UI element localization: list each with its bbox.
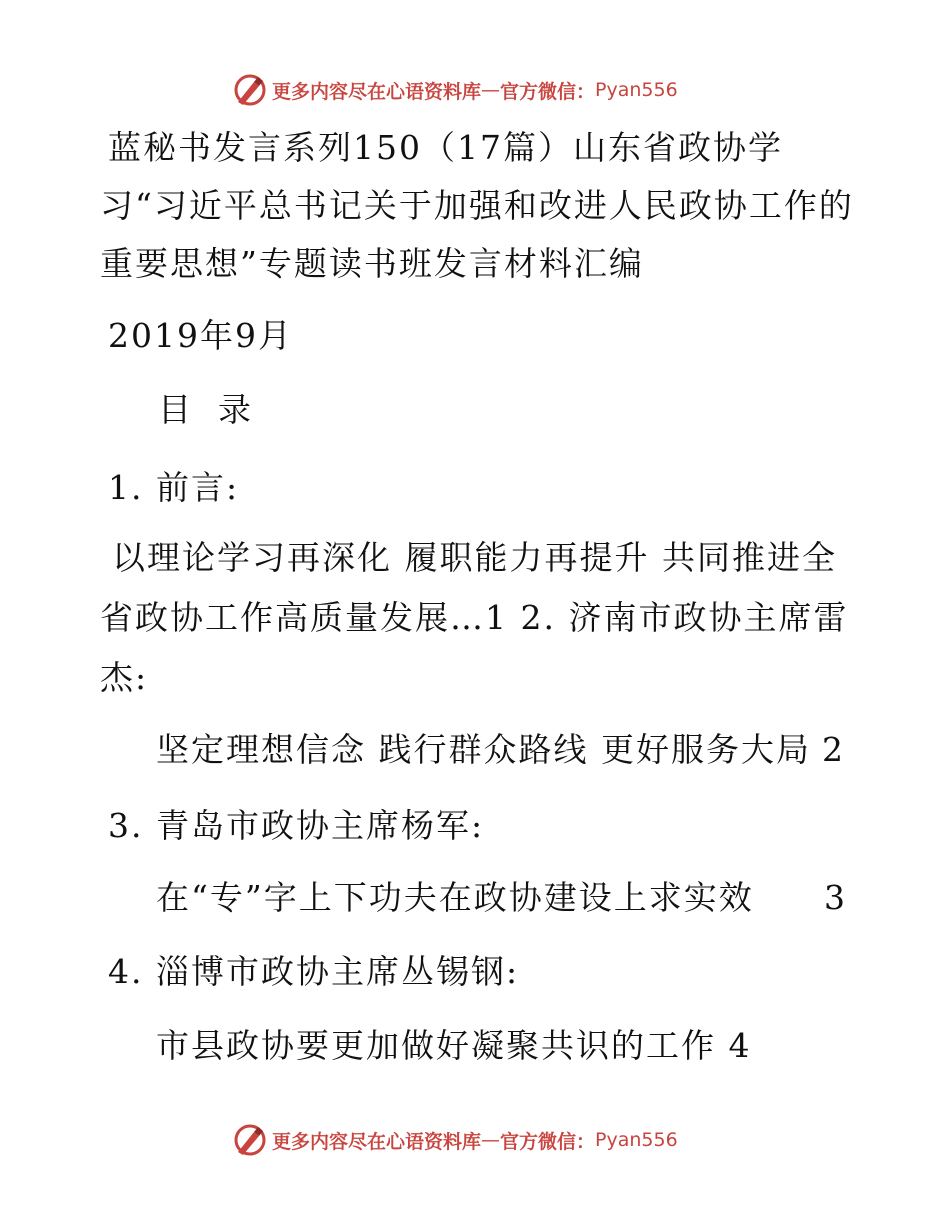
- watermark-id: Pyan556: [595, 1129, 678, 1151]
- toc-entry-3-speaker: 3. 青岛市政协主席杨军:: [108, 806, 485, 845]
- pen-circle-icon: [232, 1122, 268, 1158]
- toc-entry-2-page: 2: [822, 730, 843, 769]
- watermark-bottom: [232, 1120, 678, 1160]
- toc-entry-3-page: 3: [824, 878, 845, 917]
- doc-title-line-2: 习“习近平总书记关于加强和改进人民政协工作的: [100, 186, 854, 225]
- toc-entry-1-number: 1. 前言:: [108, 468, 240, 507]
- toc-heading: 目 录: [158, 390, 253, 429]
- watermark-dash: —: [481, 79, 501, 101]
- watermark-text: 更多内容尽在心语资料库: [272, 80, 482, 103]
- watermark-label: 官方微信：: [500, 1130, 596, 1153]
- toc-entry-2-title: 坚定理想信念 践行群众路线 更好服务大局: [156, 730, 811, 769]
- watermark-id: Pyan556: [595, 79, 678, 101]
- toc-entry-4-title: 市县政协要更加做好凝聚共识的工作 4: [156, 1026, 752, 1065]
- watermark-text: 更多内容尽在心语资料库: [272, 1130, 482, 1153]
- toc-entry-1-title-b: 省政协工作高质量发展…1 2. 济南市政协主席雷: [100, 598, 849, 637]
- doc-title-line-3: 重要思想”专题读书班发言材料汇编: [100, 244, 644, 283]
- watermark-label: 官方微信：: [500, 80, 596, 103]
- toc-entry-1-title-a: 以理论学习再深化 履职能力再提升 共同推进全: [112, 538, 837, 577]
- toc-entry-3-title: 在“专”字上下功夫在政协建设上求实效: [156, 878, 754, 917]
- watermark-dash: —: [481, 1129, 501, 1151]
- toc-entry-4-speaker: 4. 淄博市政协主席丛锡钢:: [108, 952, 520, 991]
- doc-date: 2019年9月: [108, 316, 293, 355]
- toc-entry-2-speaker-end: 杰:: [100, 658, 149, 697]
- doc-title-line-1: 蓝秘书发言系列150（17篇）山东省政协学: [108, 128, 783, 167]
